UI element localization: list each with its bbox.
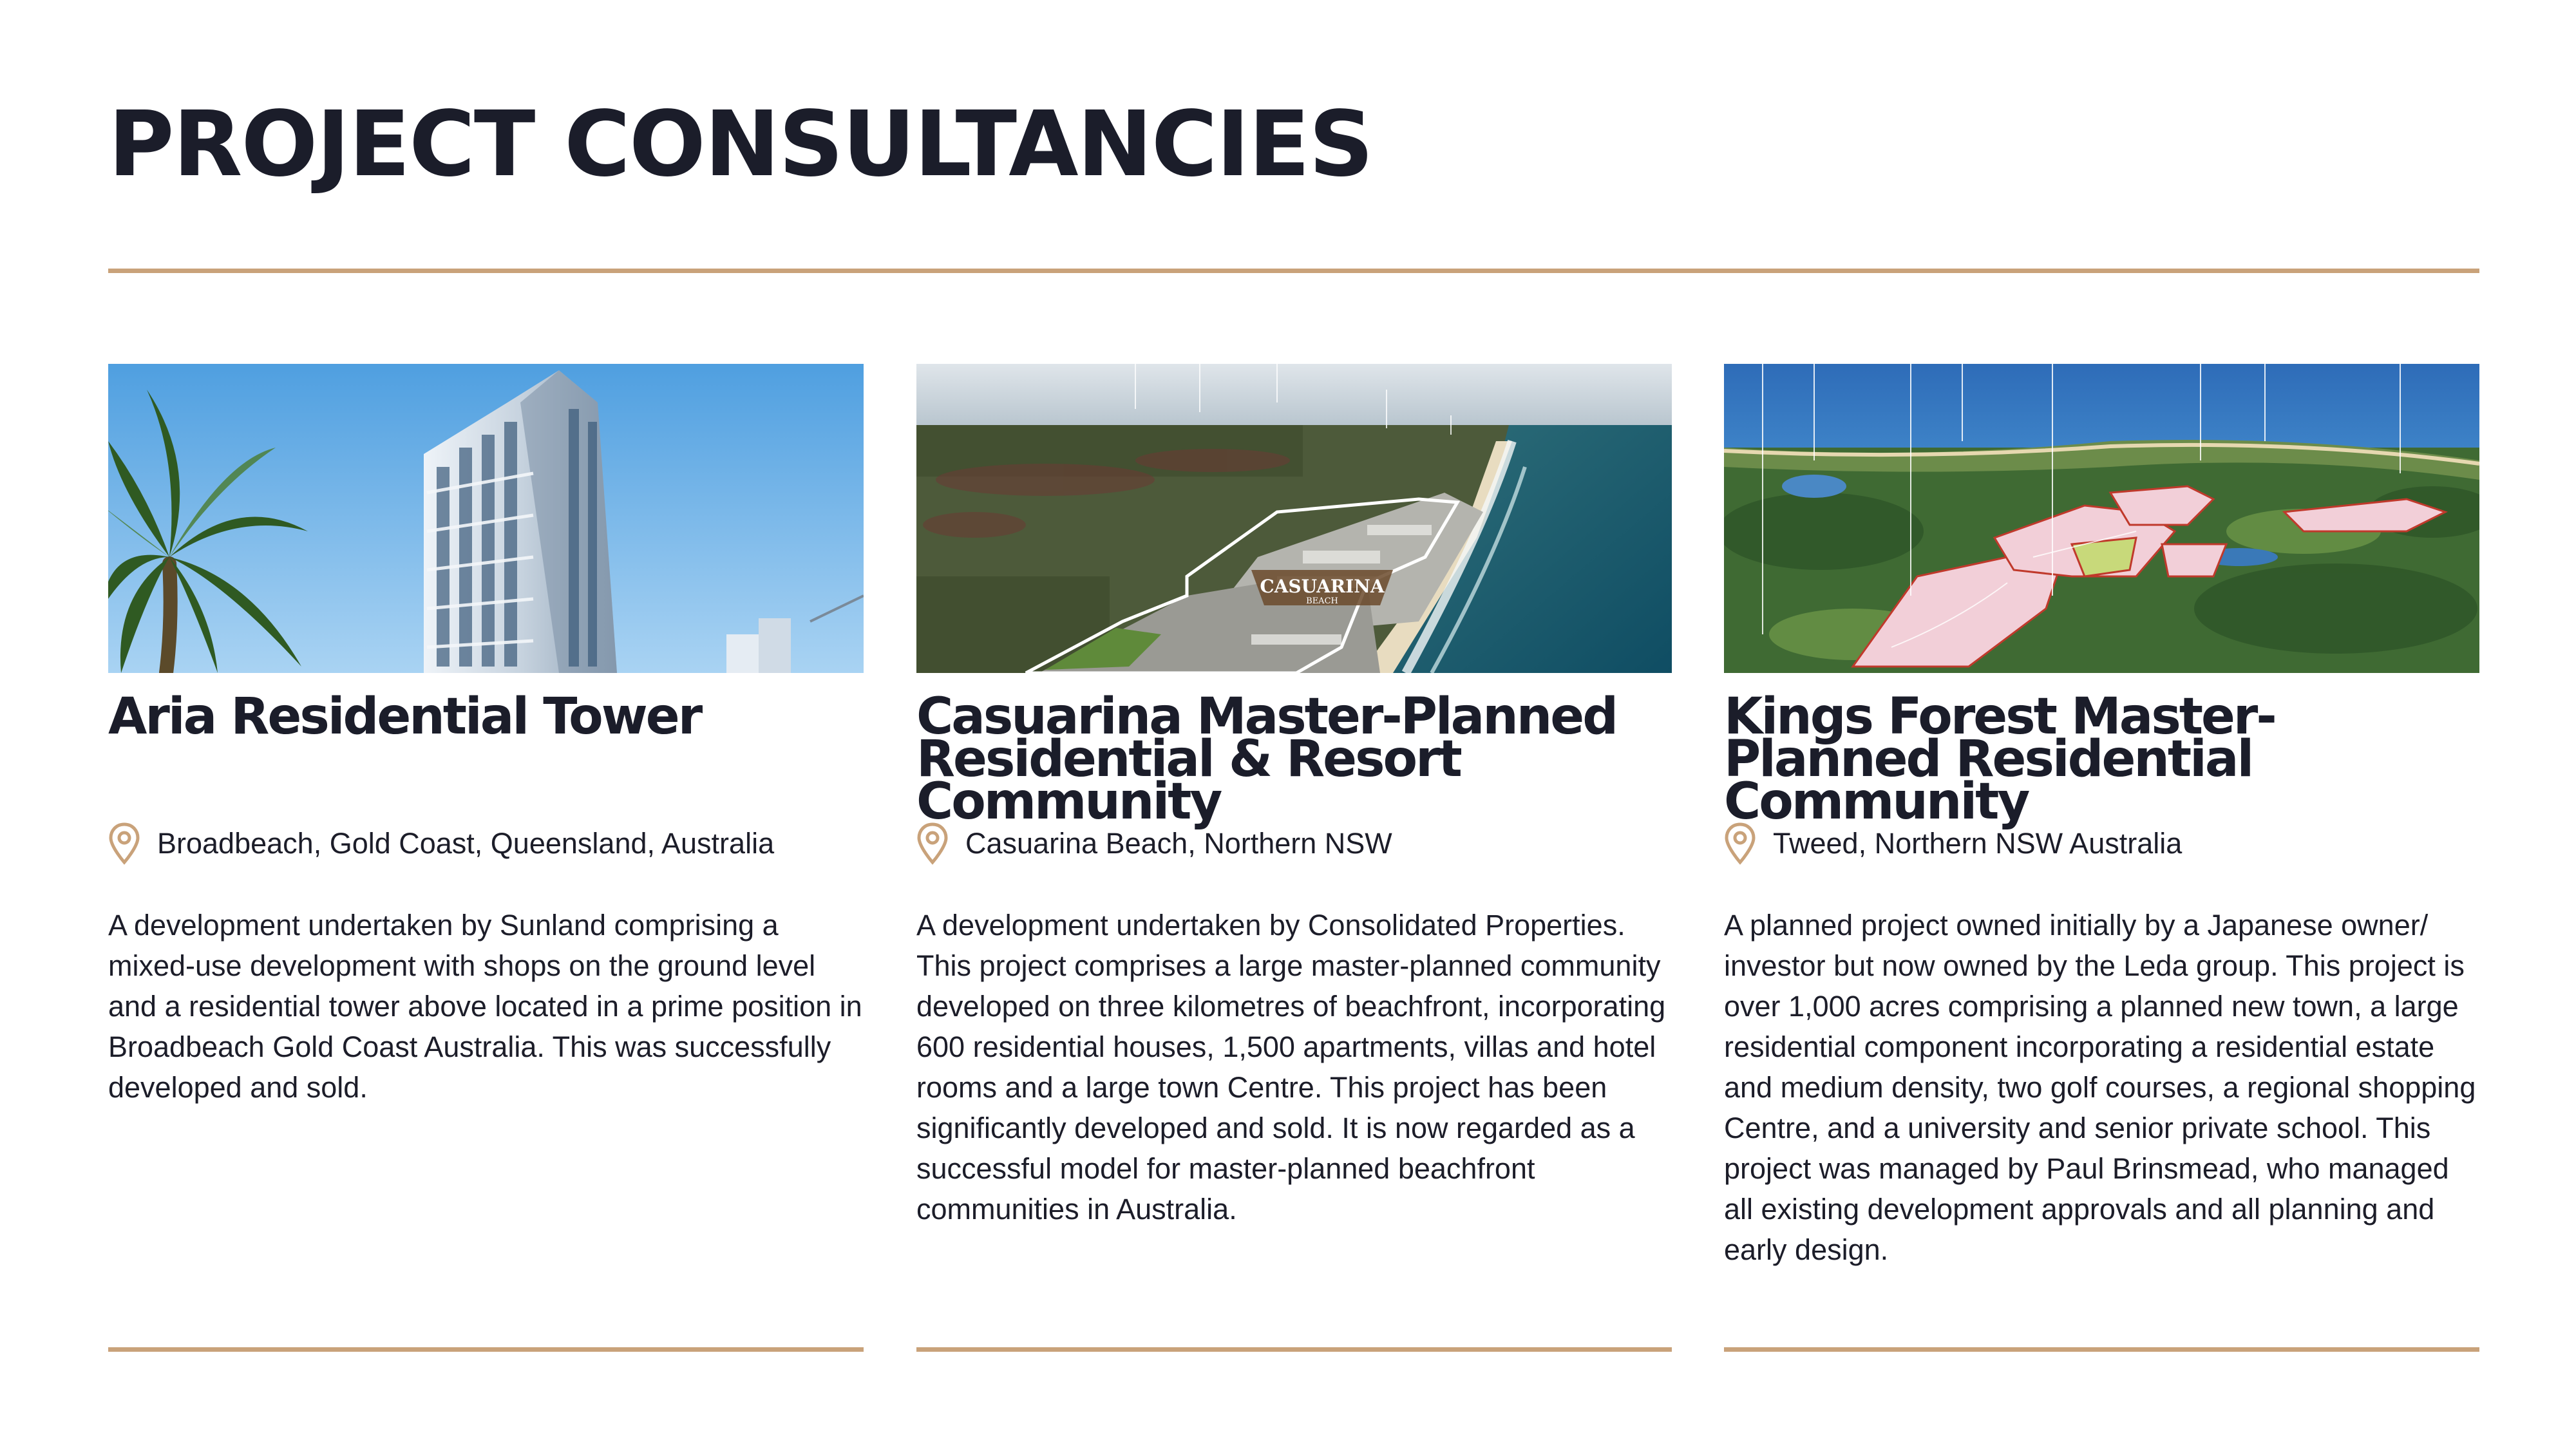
- card-divider: [1724, 1347, 2479, 1352]
- project-location: [1724, 821, 2479, 866]
- location-text: Casuarina Beach, Northern NSW: [965, 827, 1392, 860]
- project-title: Kings Forest Master-Planned Residential Community: [1724, 688, 2275, 831]
- project-card-aria: [108, 364, 864, 1356]
- project-location: [108, 821, 864, 866]
- project-title: Aria Residential Tower: [108, 688, 701, 746]
- project-card-casuarina: [916, 364, 1672, 1356]
- title-divider: [108, 269, 2479, 273]
- photo-sublabel: BEACH: [1306, 596, 1338, 606]
- project-title: Casuarina Master-Planned Residential & Resort Community: [916, 688, 1617, 831]
- map-pin-icon: [108, 822, 140, 865]
- project-location: [916, 821, 1672, 866]
- project-card-kings-forest: [1724, 364, 2479, 1356]
- photo-label: CASUARINA: [1260, 576, 1385, 597]
- location-text: Broadbeach, Gold Coast, Queensland, Australia: [157, 827, 775, 860]
- project-description: A planned project owned initially by a Japanese owner/ investor but now owned by the Leda group. This project is over 1,000 acres comprising a planned new town, a large residential component incorporating a residential estate and medium density, two golf courses, a regional shopping Centre, and a university and senior private school. This project was managed by Paul Brinsmead, who managed all existing development approvals and all planning and early design.: [1724, 909, 2476, 1266]
- kings-forest-aerial-photo: [1724, 364, 2479, 673]
- aria-tower-photo: [108, 364, 864, 673]
- project-description: A development undertaken by Sunland comprising a mixed-use development with shops on the ground level and a residential tower above located in a prime position in Broadbeach Gold Coast Australia. This was successfully developed and sold.: [108, 909, 862, 1104]
- card-divider: [916, 1347, 1672, 1352]
- map-pin-icon: [916, 822, 949, 865]
- location-text: Tweed, Northern NSW Australia: [1773, 827, 2183, 860]
- page-title: PROJECT CONSULTANCIES: [108, 92, 1373, 197]
- project-description: A development undertaken by Consolidated Properties. This project comprises a large master-planned community developed on three kilometres of beachfront, incorporating 600 residential houses, 1,500 apartments, villas and hotel rooms and a large town Centre. This project has been significantly developed and sold. It is now regarded as a successful model for master-planned beachfront communities in Australia.: [916, 909, 1666, 1226]
- casuarina-aerial-photo: [916, 364, 1672, 673]
- card-divider: [108, 1347, 864, 1352]
- map-pin-icon: [1724, 822, 1756, 865]
